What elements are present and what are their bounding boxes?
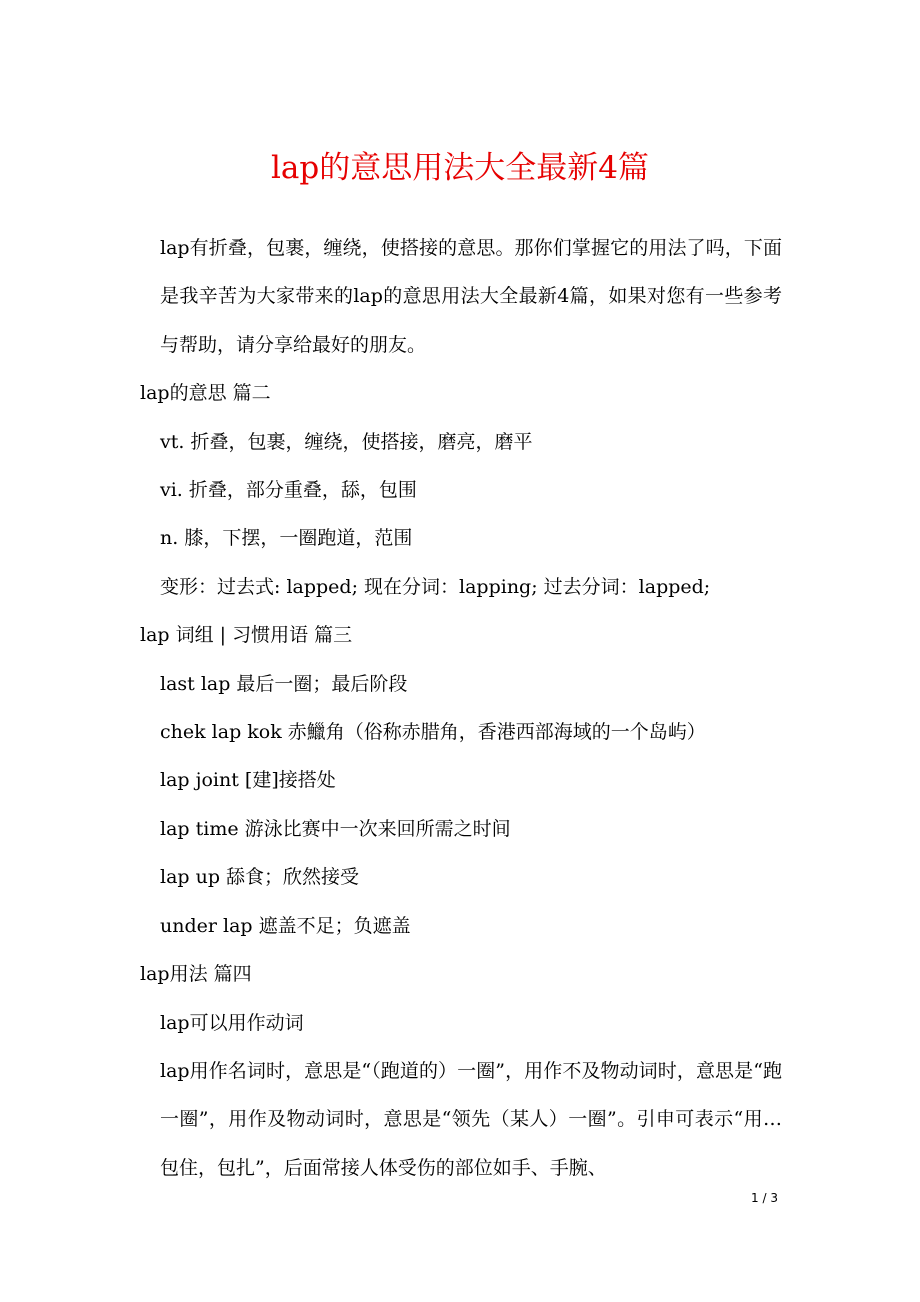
usage-paragraph: lap用作名词时，意思是“（跑道的）一圈”，用作不及物动词时，意思是“跑一圈”，用作及物动词时，意思是“领先（某人）一圈”。引申可表示“用…包住，包扎”，后面常接人体受伤的部位如手、手腕、 [160, 1059, 782, 1179]
phrase-lap-up: lap up 舔食；欣然接受 [160, 866, 360, 889]
section-heading-usage: lap用法 篇四 [140, 963, 252, 986]
definition-vi: vi. 折叠，部分重叠，舔，包围 [160, 479, 417, 502]
usage-verb: lap可以用作动词 [160, 1011, 304, 1034]
document-body [140, 224, 782, 1192]
phrase-chek-lap-kok: chek lap kok 赤鱲角（俗称赤腊角，香港西部海域的一个岛屿） [160, 721, 706, 744]
intro-paragraph: lap有折叠，包裹，缠绕，使搭接的意思。那你们掌握它的用法了吗，下面是我辛苦为大家带来的lap的意思用法大全最新4篇，如果对您有一些参考与帮助，请分享给最好的朋友。 [160, 237, 782, 356]
phrase-lap-time: lap time 游泳比赛中一次来回所需之时间 [160, 817, 511, 840]
definition-n: n. 膝，下摆，一圈跑道，范围 [160, 527, 413, 550]
document-title: lap的意思用法大全最新4篇 [271, 150, 649, 186]
inflections: 变形：过去式: lapped; 现在分词：lapping; 过去分词：lapped; [160, 575, 711, 598]
page-number: 1 / 3 [751, 1191, 778, 1205]
section-heading-phrases: lap 词组 | 习惯用语 篇三 [140, 624, 353, 647]
phrase-last-lap: last lap 最后一圈；最后阶段 [160, 672, 408, 695]
phrase-under-lap: under lap 遮盖不足；负遮盖 [160, 914, 411, 937]
definition-vt: vt. 折叠，包裹，缠绕，使搭接，磨亮，磨平 [160, 430, 533, 453]
phrase-lap-joint: lap joint [建]接搭处 [160, 769, 336, 792]
section-heading-meaning: lap的意思 篇二 [140, 382, 271, 405]
